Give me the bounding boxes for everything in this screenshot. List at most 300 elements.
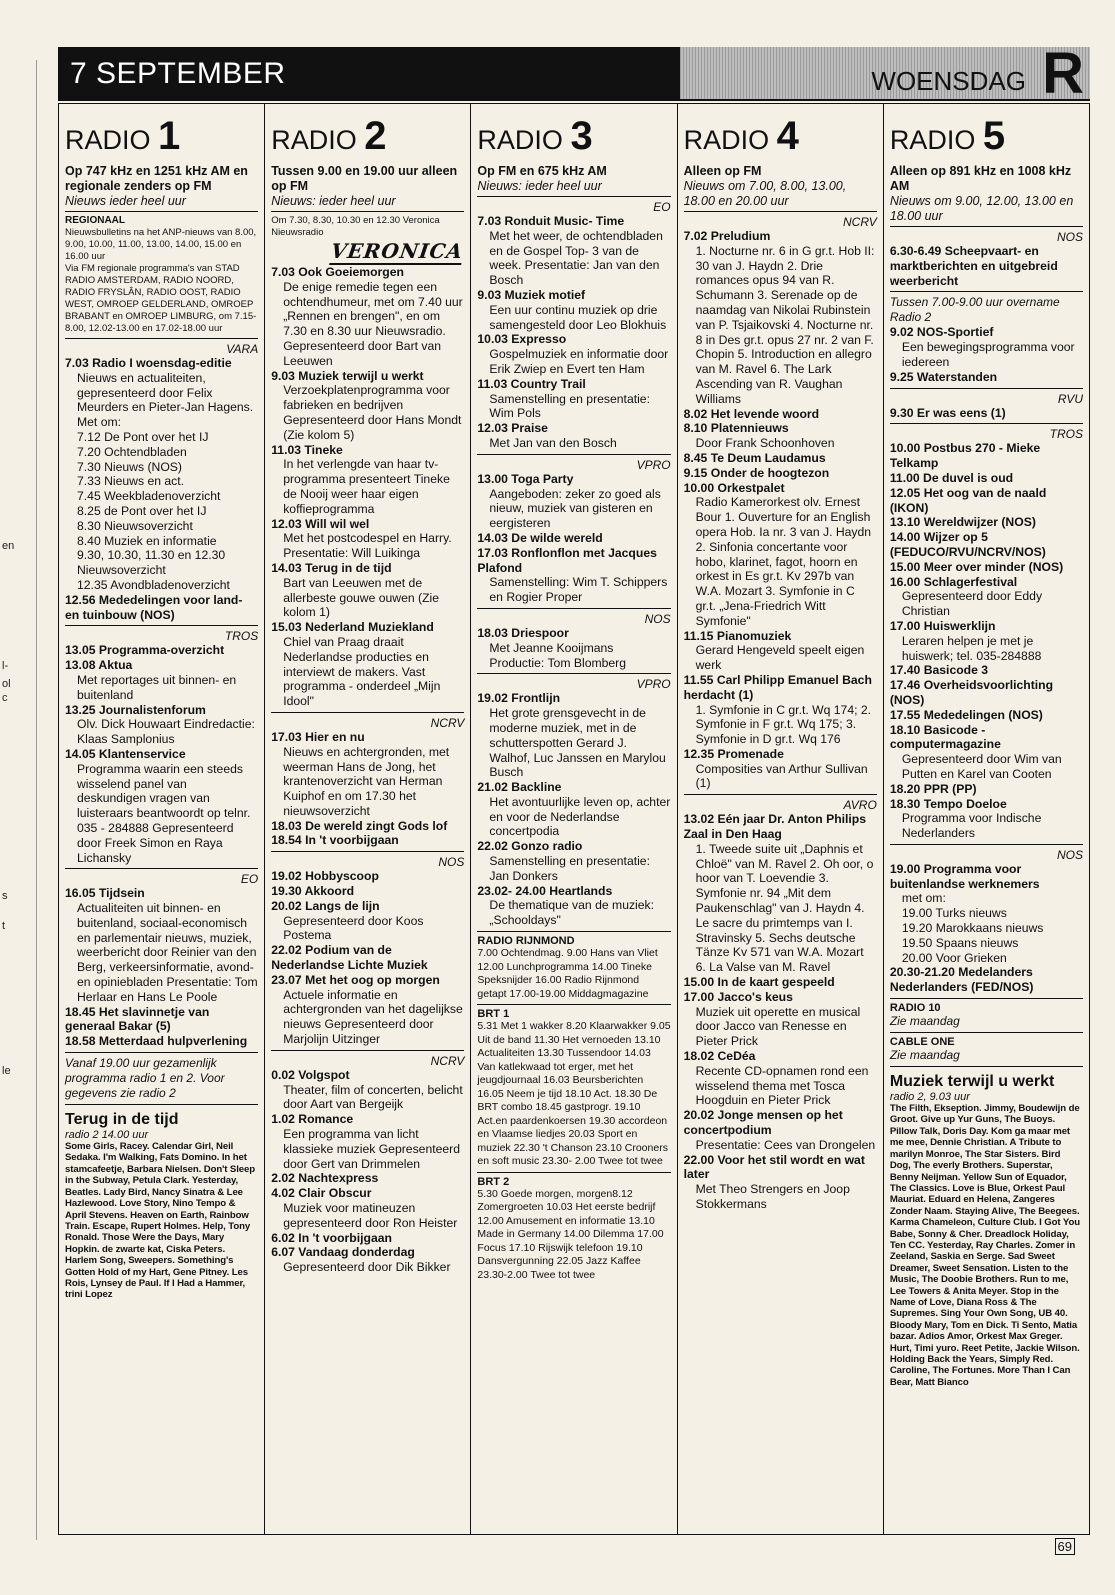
separator: [890, 423, 1083, 424]
left-margin-strip: [0, 60, 37, 1540]
program-entry: [271, 1245, 464, 1275]
program-entry: [684, 673, 877, 747]
program-entry: [65, 593, 258, 623]
program-description: Met Jan van den Bosch: [489, 435, 617, 450]
radio-label: RADIO: [477, 125, 563, 155]
regional-text-2: Via FM regionale programma's van STAD RADIO AMSTERDAM, RADIO NOORD, RADIO FRYSLÂN, RADIO OOST, RADIO WEST, OMROEP GELDERLAND, OMROEP BRABANT en OMROEP LIMBURG, om 7.15-8.00, 12.02-13.00 en 17.02-18.00 uur: [65, 263, 257, 334]
program-entry: [890, 560, 1083, 575]
separator: [477, 1172, 670, 1173]
program-title: 8.02 Het levende woord: [683, 406, 820, 421]
program-entry: [65, 643, 258, 658]
radio-column-5: [884, 104, 1089, 1534]
program-title: 18.58 Metterdaad hulpverlening: [65, 1034, 248, 1049]
program-entry: [684, 1153, 877, 1212]
program-title: 16.00 Schlagerfestival: [889, 574, 1018, 589]
program-title: 17.00 Huiswerklijn: [889, 618, 996, 633]
radio-label: RADIO: [271, 125, 357, 155]
broadcaster-name: NOS: [1057, 847, 1084, 862]
program-description: Door Frank Schoonhoven: [695, 436, 835, 451]
program-title: 7.03 Ook Goeiemorgen: [271, 265, 404, 279]
program-entry: [890, 936, 1083, 951]
program-title: 9.02 NOS-Sportief: [889, 325, 994, 340]
playlist-subtitle: radio 2 14.00 uur: [65, 1129, 149, 1142]
radio-column-1: [59, 104, 265, 1534]
program-title: 18.54 In 't voorbijgaan: [271, 833, 399, 848]
program-entry: [65, 747, 258, 865]
program-description: Verzoekplatenprogramma voor fabrieken en bedrijven Gepresenteerd door Hans Mondt (Zie kolom 5): [283, 383, 462, 442]
program-entry: [65, 489, 258, 504]
program-entry: [65, 474, 258, 489]
program-entry: [271, 517, 464, 561]
program-entry: [890, 441, 1083, 471]
program-title: 19.02 Frontlijn: [477, 691, 561, 706]
frequency-info: Alleen op FM: [683, 164, 762, 178]
program-subitem: 9.30, 10.30, 11.30 en 12.30 Nieuwsoverzicht: [77, 548, 226, 578]
frequency-info: Tussen 9.00 en 19.00 uur alleen op FM: [271, 164, 458, 193]
program-entry: [65, 519, 258, 534]
margin-mark: ol: [2, 678, 11, 690]
program-subitem: 7.30 Nieuws (NOS): [77, 459, 182, 474]
regional-title: REGIONAAL: [65, 215, 125, 226]
program-description: Met het postcodespel en Harry. Presentatie: Will Luikinga: [283, 531, 452, 561]
veronica-logo: VERONICA: [329, 239, 465, 263]
radio-number: 4: [776, 114, 799, 158]
regional-block: [65, 215, 258, 335]
program-description: Samenstelling en presentatie: Jan Donkers: [489, 854, 650, 883]
program-entry: [890, 678, 1083, 708]
news-info: Nieuws: ieder heel uur: [271, 194, 464, 212]
program-title: 1.02 Romance: [271, 1112, 354, 1127]
program-title: 15.00 In de kaart gespeeld: [683, 975, 835, 990]
program-entry: [890, 862, 1083, 906]
program-title: 12.05 Het oog van de naald (IKON): [889, 485, 1047, 515]
program-description: Olv. Dick Houwaart Eindredactie: Klaas Samplonius: [77, 717, 255, 747]
margin-mark: s: [2, 890, 8, 902]
program-entry: [271, 1186, 464, 1230]
program-title: 4.02 Clair Obscur: [271, 1186, 372, 1201]
program-description: Composities van Arthur Sullivan (1): [695, 761, 868, 791]
program-title: 12.35 Promenade: [683, 746, 784, 761]
program-title: 10.00 Postbus 270 - Mieke Telkamp: [889, 441, 1041, 471]
program-entry: [684, 629, 877, 673]
radio-label: RADIO: [65, 125, 151, 155]
header-day-band: [680, 41, 1090, 106]
program-description: Het avontuurlijke leven op, achter en voor de Nederlandse concertpodia: [489, 794, 671, 839]
program-description: Gepresenteerd door Wim van Putten en Karel van Cooten: [901, 752, 1062, 781]
program-entry: [890, 370, 1083, 385]
program-title: 18.02 CeDéa: [683, 1049, 756, 1064]
program-title: 11.00 De duvel is oud: [889, 470, 1014, 485]
program-entry: [271, 833, 464, 848]
regional-text: Nieuwsbulletins na het ANP-nieuws van 8.00, 9.00, 10.00, 11.00, 13.00, 14.00, 15.00 en 16.00 uur: [65, 227, 257, 262]
station-block-text: Zie maandag: [889, 1014, 960, 1029]
program-title: 23.02- 24.00 Heartlands: [477, 883, 613, 898]
separator: [890, 844, 1083, 845]
program-description: Programma voor Indische Nederlanders: [901, 811, 1042, 841]
program-entry: [65, 578, 258, 593]
news-info: Nieuws ieder heel uur: [65, 194, 258, 212]
program-title: 7.02 Preludium: [683, 229, 771, 243]
program-title: 18.45 Het slavinnetje van generaal Bakar (5): [65, 1004, 210, 1034]
program-entry: [684, 407, 877, 422]
program-entry: [65, 430, 258, 445]
broadcaster-name: NOS: [438, 855, 465, 870]
program-description: Met het weer, de ochtendbladen en de Gospel Top- 3 van de week. Presentatie: Jan van den Bosch: [489, 228, 663, 288]
program-entry: [65, 445, 258, 460]
program-title: 9.03 Muziek motief: [477, 287, 586, 302]
frequency-info: Alleen op 891 kHz en 1008 kHz AM: [889, 164, 1072, 193]
program-entry: [477, 332, 670, 376]
program-subitem: 7.20 Ochtendbladen: [77, 444, 187, 459]
station-block-text: 5.30 Goede morgen, morgen8.12 Zomergroeten 10.03 Het eerste bedrijf 12.00 Amusement en informatie 13.10 Made in Germany 14.00 Dilemma 17.00 Focus 17.10 Rijswijk telefoon 19.10 Dansvergunning 22.05 Jazz Kaffee 23.30-2.00 Twee tot twee: [477, 1187, 664, 1281]
program-entry: [684, 812, 877, 975]
program-entry: [271, 1171, 464, 1186]
program-title: 17.03 Ronflonflon met Jacques Plafond: [477, 545, 657, 575]
margin-mark: t: [2, 920, 6, 932]
program-title: 14.05 Klantenservice: [65, 746, 186, 761]
separator: [271, 712, 464, 713]
program-description: Gepresenteerd door Koos Postema: [283, 913, 424, 943]
margin-mark: l-: [2, 660, 9, 672]
playlist-body: Some Girls, Racey. Calendar Girl, Neil Sedaka. I'm Walking, Fats Domino. In het stamcafeetje, Barbara Nielsen. Don't Sleep in the Subway, Petula Clark. Yesterday, Beatles. Lady Bird, Nancy Sinatra & Lee Hazlewood. Love Story, Nino Tempo & April Stevens. Heaven on Earth, Rainbow Train. Escape, Rupert Holmes. Help, Tony Ronald. Those Were the Days, Mary Hopkin. de zwarte kat, Ciska Peters. Harlem Song, Sweepers. Something's Gotten Hold of my Hart, Gene Pitney. Les Rois, Lynsey de Paul. If I Had a Hammer, trini Lopez: [65, 1141, 256, 1301]
column-note: Vanaf 19.00 uur gezamenlijk programma radio 1 en 2. Voor gegevens zie radio 2: [65, 1056, 225, 1101]
separator: [477, 1004, 670, 1005]
program-title: 6.02 In 't voorbijgaan: [271, 1230, 392, 1245]
program-subitem: 8.30 Nieuwsoverzicht: [77, 518, 193, 533]
news-info: Nieuws: ieder heel uur: [477, 179, 670, 197]
station-block-title: BRT 2: [477, 1175, 510, 1188]
program-title: 18.20 PPR (PP): [889, 781, 977, 796]
program-entry: [477, 377, 670, 421]
program-title: 19.02 Hobbyscoop: [271, 869, 379, 884]
program-description: 1. Nocturne nr. 6 in G gr.t. Hob II: 30 van J. Haydn 2. Drie romances opus 94 van R. Schumann 3. Serenade op de naamdag van Nikolai Rubinstein van P. Tsjaikovski 4. Nocturne nr. 8 in Des gr.t. opus 27 nr. 2 van F. Chopin 5. Introduction en allegro van M. Ravel 6. The Lark Ascending van R. Vaughan Williams: [695, 243, 875, 406]
station-block-title: BRT 1: [477, 1008, 510, 1021]
news-info: Nieuws om 7.00, 8.00, 13.00, 18.00 en 20.00 uur: [684, 179, 877, 212]
program-entry: [477, 546, 670, 605]
program-entry: [65, 703, 258, 747]
program-entry: [890, 921, 1083, 936]
program-title: 18.03 Driespoor: [477, 625, 569, 640]
program-entry: [271, 869, 464, 884]
program-title: 20.02 Jonge mensen op het concertpodium: [683, 1108, 843, 1138]
program-title: 9.30 Er was eens (1): [889, 405, 1006, 420]
margin-mark: en: [2, 540, 15, 552]
radio-number: 3: [570, 114, 593, 158]
broadcaster-name: RVU: [1057, 391, 1084, 406]
program-entry: [65, 1034, 258, 1049]
program-entry: [890, 663, 1083, 678]
program-entry: [684, 421, 877, 451]
program-description: Muziek voor matineuzen gepresenteerd door Ron Heister: [283, 1201, 458, 1230]
separator: [65, 338, 258, 339]
program-description: In het verlengde van haar tv-programma presenteert Tineke de Nooij weer haar eigen koffieprogramma: [283, 457, 450, 516]
program-title: 9.03 Muziek terwijl u werkt: [271, 368, 424, 383]
program-entry: [890, 486, 1083, 516]
program-entry: [65, 504, 258, 519]
program-subitem: 19.00 Turks nieuws: [901, 906, 1007, 921]
frequency-info: Op FM en 675 kHz AM: [477, 164, 607, 178]
program-entry: [271, 369, 464, 443]
page-header: [58, 41, 1090, 106]
program-description: Het grote grensgevecht in de moderne muziek, met in de schutterspotten Gerard J. Walhof, Luc Janssen en Marylou Busch: [489, 706, 666, 780]
program-title: 15.03 Nederland Muziekland: [271, 620, 434, 635]
program-title: 10.03 Expresso: [477, 332, 567, 347]
program-entry: [271, 899, 464, 943]
program-title: 12.03 Praise: [477, 421, 548, 436]
program-entry: [684, 466, 877, 481]
program-title: 18.30 Tempo Doeloe: [889, 796, 1007, 811]
program-title: 14.00 Wijzer op 5 (FEDUCO/RVU/NCRV/NOS): [889, 530, 1046, 559]
broadcaster-name: NOS: [644, 611, 671, 626]
program-entry: [271, 265, 464, 369]
separator: [271, 1050, 464, 1051]
frequency-info: Op 747 kHz en 1251 kHz AM en regionale zenders op FM: [65, 164, 248, 193]
program-title: 22.02 Podium van de Nederlandse Lichte Muziek: [271, 943, 428, 973]
station-block-text: Zie maandag: [889, 1048, 960, 1063]
station-block-title: CABLE ONE: [889, 1036, 955, 1049]
station-block-title: RADIO 10: [889, 1002, 941, 1015]
margin-mark: c: [2, 692, 8, 704]
program-entry: [890, 325, 1083, 369]
program-description: Gepresenteerd door Dik Bikker: [283, 1260, 451, 1275]
program-entry: [65, 548, 258, 578]
program-subitem: 8.40 Muziek en informatie: [77, 533, 217, 548]
radio-number: 5: [982, 114, 1006, 158]
program-subitem: 19.20 Marokkaans nieuws: [901, 921, 1044, 936]
program-title: 13.10 Wereldwijzer (NOS): [889, 515, 1036, 530]
broadcaster-name: NCRV: [430, 1053, 465, 1068]
program-title: 14.03 Terug in de tijd: [271, 560, 392, 575]
program-description: De thematique van de muziek: „Schooldays": [489, 898, 655, 928]
program-subitem: 8.25 de Pont over het IJ: [77, 503, 207, 518]
program-description: Presentatie: Cees van Drongelen: [695, 1137, 876, 1152]
program-title: 17.40 Basicode 3: [889, 663, 989, 678]
broadcaster-name: EO: [240, 872, 259, 887]
radio-number: 2: [364, 114, 387, 158]
playlist-title: Muziek terwijl u werkt: [889, 1073, 1055, 1091]
program-title: 20.30-21.20 Medelanders Nederlanders (FED/NOS): [889, 965, 1034, 995]
program-entry: [477, 531, 670, 546]
program-entry: [890, 797, 1083, 841]
program-title: 17.03 Hier en nu: [271, 729, 365, 744]
separator: [477, 673, 670, 674]
program-entry: [271, 730, 464, 819]
program-description: Leraren helpen je met je huiswerk; tel. 035-284888: [901, 633, 1042, 663]
page-number: 69: [1055, 1538, 1075, 1555]
program-entry: [684, 990, 877, 1049]
program-description: 1. Symfonie in C gr.t. Wq 174; 2. Symfonie in F gr.t. Wq 175; 3. Symfonie in D gr.t. Wq 176: [695, 702, 872, 747]
program-title: 11.03 Country Trail: [477, 376, 586, 391]
radio-column-3: [471, 104, 677, 1534]
program-entry: [477, 472, 670, 531]
program-entry: [271, 620, 464, 709]
broadcaster-name: AVRO: [843, 798, 877, 813]
program-title: 20.02 Langs de lijn: [271, 898, 380, 913]
margin-mark: le: [2, 1065, 11, 1077]
program-title: 11.03 Tineke: [271, 442, 343, 457]
program-description: Nieuws en achtergronden, met weerman Hans de Jong, het krantenoverzicht van Herman Kuiphof en om 17.30 het nieuwsoverzicht: [283, 744, 450, 818]
column-heading: [65, 114, 258, 158]
program-description: Met Theo Strengers en Joop Stokkermans: [695, 1182, 850, 1211]
program-entry: [65, 658, 258, 702]
program-subitem: 19.50 Spaans nieuws: [901, 935, 1019, 950]
playlist-body: The Filth, Ekseption. Jimmy, Boudewijn de Groot. Give up Yur Guns, The Buoys. Pillow Talk, Doris Day. Kom ga maar met me mee, Dennie Christian. A Tribute to marilyn Monroe, The Star Sisters. Bird Dog, The everly Brothers. Superstar, Benny Neijman. Yellow Sun of Equador, The Classics. Love is Blue, Orkest Paul Mauriat. Eduard en Helena, Zangeres Zonder Naam. Staying Alive, The Beegees. Karma Chameleon, Culture Club. I Got You Babe, Sonny & Cher. Dreadlock Holiday, Ten CC. Yesterday, Ray Charles. Zomer in Zeeland, Saskia en Serge. Sad Sweet Dreamer, Sweet Sensation. Listen to the Music, The Doobie Brothers. Run to me, Lee Towers & Anita Meyer. Stop in the Name of Love, Diana Ross & The Supremes. Sing Your Own Song, UB 40. Bloody Mary, Tom en Dick. Ti Sento, Matia bazar. Adios Amor, Orkest Max Greger. Hurt, Timi yuro. Reet Petite, Jackie Wilson. Holding Back the Years, Simply Red. Caroline, The Fortunes. More Than I Can Bear, Matt Bianco: [889, 1103, 1081, 1388]
program-description: Met reportages uit binnen- en buitenland: [77, 672, 237, 702]
program-entry: [890, 723, 1083, 782]
broadcaster-name: TROS: [224, 629, 259, 644]
program-title: 12.03 Will wil wel: [271, 516, 370, 531]
program-entry: [890, 244, 1083, 288]
program-description: Actualiteiten uit binnen- en buitenland, sociaal-economisch en parlementair nieuws, muziek, weerbericht door Reinier van den Berg, verkeersinformatie, avond- en opiniebladen Presentatie: Tom Herlaar en Hans Le Poole: [77, 901, 258, 1004]
program-title: 11.15 Pianomuziek: [683, 628, 792, 643]
program-title: 0.02 Volgspot: [271, 1067, 350, 1082]
column-heading: [684, 114, 877, 158]
column-heading: [477, 114, 670, 158]
program-entry: [890, 406, 1083, 421]
radio-column-4: [678, 104, 884, 1534]
program-entry: [271, 819, 464, 834]
radio-number: 1: [158, 114, 181, 158]
program-entry: [271, 1068, 464, 1112]
program-subitem: 7.12 De Pont over het IJ: [77, 429, 209, 444]
program-entry: [477, 626, 670, 670]
separator: [65, 868, 258, 869]
program-entry: [477, 884, 670, 928]
broadcaster-name: NCRV: [843, 215, 877, 229]
program-entry: [890, 530, 1083, 560]
column-heading: [271, 114, 464, 158]
separator: [477, 931, 670, 932]
program-description: Chiel van Praag draait Nederlandse producties en interviewt de makers. Vast programma - onderdeel „Mijn Idool": [283, 634, 441, 709]
program-title: 17.46 Overheidsvoorlichting (NOS): [889, 678, 1054, 707]
program-entry: [271, 1112, 464, 1171]
program-subitem: 7.33 Nieuws en act.: [77, 474, 185, 489]
separator: [477, 608, 670, 609]
broadcaster-name: NCRV: [430, 715, 465, 730]
separator: [684, 794, 877, 795]
program-entry: [477, 839, 670, 883]
program-entry: [890, 575, 1083, 619]
program-entry: [65, 356, 258, 430]
program-description: Met Jeanne Kooijmans Productie: Tom Blomberg: [489, 640, 627, 670]
playlist-subtitle: radio 2, 9.03 uur: [889, 1091, 970, 1104]
program-title: 7.03 Radio I woensdag-editie: [65, 356, 232, 370]
program-description: met om:: [901, 891, 946, 906]
program-entry: [890, 708, 1083, 723]
broadcaster-name: NOS: [1057, 230, 1084, 244]
program-title: 6.30-6.49 Scheepvaart- en marktberichten en uitgebreid weerbericht: [889, 244, 1058, 288]
program-title: 13.05 Programma-overzicht: [65, 643, 225, 658]
separator: [271, 851, 464, 852]
program-title: 13.00 Toga Party: [477, 471, 574, 486]
program-entry: [477, 780, 670, 839]
program-description: Samenstelling: Wim T. Schippers en Rogier Proper: [489, 575, 668, 605]
radio-label: RADIO: [889, 125, 976, 155]
program-description: Theater, film of concerten, belicht door Aart van Bergeijk: [283, 1082, 463, 1112]
station-block-text: 5.31 Met 1 wakker 8.20 Klaarwakker 9.05 Uit de band 11.30 Het vernoeden 13.10 Actualiteiten 13.30 Tussendoor 14.03 Van katlekwaad tot erger, met het jeugdjournaal 16.03 Beursberichten 16.05 Neem je tijd 18.10 Act. 18.30 De BRT combo 18.45 gastprogr. 19.10 Act.en paardenkoersen 19.30 accordeon en Vlaamse liedjes 20.03 Sport en muziek 22.30 't Chanson 23.10 Crooners en soft music 23.30- 2.00 Twee tot twee: [477, 1020, 671, 1168]
separator: [890, 291, 1083, 292]
program-description: Gepresenteerd door Eddy Christian: [901, 589, 1043, 619]
program-entry: [890, 965, 1083, 995]
program-entry: [477, 421, 670, 451]
program-description: Actuele informatie en achtergronden van het dagelijkse nieuws Gepresenteerd door Marjolijn Uitzinger: [283, 987, 463, 1047]
program-entry: [65, 886, 258, 1004]
program-entry: [684, 229, 877, 407]
program-title: 11.55 Carl Philipp Emanuel Bach herdacht (1): [683, 672, 872, 702]
radio-columns: [58, 103, 1090, 1535]
program-entry: [271, 443, 464, 517]
program-description: Aangeboden: zeker zo goed als nieuw, muziek van gisteren en eergisteren: [489, 486, 661, 531]
program-title: 8.45 Te Deum Laudamus: [683, 450, 826, 465]
program-description: 1. Tweede suite uit „Daphnis et Chloë" van M. Ravel 2. Oh oor, o hoor van T. Loevendie 3. Symfonie nr. 94 „Mit dem Paukenschlag" van J. Haydn 4. Le sacre du primtemps van I. Stravinsky 5. Sechs deutsche Tänze Kv 571 van W.A. Mozart 6. La Valse van M. Ravel: [695, 841, 874, 975]
separator: [890, 1032, 1083, 1033]
radio-label: RADIO: [683, 125, 770, 155]
program-title: 13.08 Aktua: [65, 658, 133, 673]
separator: [477, 454, 670, 455]
program-entry: [684, 1049, 877, 1108]
program-entry: [890, 515, 1083, 530]
program-subitem: 7.45 Weekbladenoverzicht: [77, 489, 221, 504]
program-title: 7.03 Ronduit Music- Time: [477, 214, 625, 228]
program-entry: [271, 884, 464, 899]
program-title: 23.07 Met het oog op morgen: [271, 972, 440, 987]
playlist-title: Terug in de tijd: [65, 1111, 179, 1129]
program-description: Programma waarin een steeds wisselend panel van deskundigen vragen van luisteraars beantwoordt op telnr. 035 - 284888 Gepresenteerd door Freek Simon en Raya Lichansky: [77, 761, 251, 865]
section-letter: R: [1042, 41, 1084, 106]
radio-column-2: [265, 104, 471, 1534]
broadcaster-name: EO: [653, 200, 671, 214]
program-description: Een bewegingsprogramma voor iedereen: [901, 340, 1075, 369]
program-description: Bart van Leeuwen met de allerbeste gouwe ouwen (Zie kolom 1): [283, 575, 440, 620]
program-description: Gerard Hengeveld speelt eigen werk: [695, 643, 865, 673]
program-entry: [890, 782, 1083, 797]
program-title: 8.10 Platennieuws: [683, 421, 789, 436]
program-subitem: 12.35 Avondbladenoverzicht: [77, 577, 230, 592]
program-entry: [684, 975, 877, 990]
program-entry: [271, 973, 464, 1047]
program-entry: [477, 288, 670, 332]
station-block-text: 7.00 Ochtendmag. 9.00 Hans van Vliet 12.00 Lunchprogramma 14.00 Tineke Speksnijder 16.00 Radio Rijnmond getapt 17.00-19.00 Middagmagazine: [477, 947, 658, 1000]
program-description: Samenstelling en presentatie: Wim Pols: [489, 391, 650, 421]
program-entry: [271, 1231, 464, 1246]
program-title: 18.03 De wereld zingt Gods lof: [271, 818, 448, 833]
header-day: WOENSDAG: [871, 66, 1026, 96]
program-description: Recente CD-opnamen rond een wisselend thema met Tosca Hoogduin en Pieter Prick: [695, 1063, 869, 1108]
program-description: De enige remedie tegen een ochtendhumeur, met om 7.40 uur „Rennen en brengen", en om 7.30 en 8.30 uur Nieuwsradio. Gepresenteerd door Bart van Leeuwen: [283, 279, 463, 368]
program-title: 22.02 Gonzo radio: [477, 839, 583, 854]
header-date: 7 SEPTEMBER: [58, 47, 680, 101]
program-entry: [890, 951, 1083, 966]
program-description: Een programma van licht klassieke muziek Gepresenteerd door Gert van Drimmelen: [283, 1127, 461, 1171]
program-title: 19.00 Programma voor buitenlandse werknemers: [889, 861, 1040, 891]
program-title: 15.00 Meer over minder (NOS): [889, 559, 1064, 574]
program-title: 9.15 Onder de hoogtezon: [683, 465, 830, 480]
program-description: Radio Kamerorkest olv. Ernest Bour 1. Ouverture for an English opera Hob. Ia nr. 3 van J. Haydn 2. Sinfonia concertante voor hobo, klarinet, fagot, hoorn en orkest in Es gr.t. Kv 297b van W.A. Mozart 3. Symfonie in C gr.t. „Jena-Friedrich Witt Symfonie": [695, 495, 872, 628]
program-entry: [684, 451, 877, 466]
separator: [890, 388, 1083, 389]
veronica-news-info: Om 7.30, 8.30, 10.30 en 12.30 Veronica Nieuwsradio: [271, 215, 440, 238]
program-description: Een uur continu muziek op drie samengesteld door Leo Blokhuis: [489, 302, 667, 332]
separator: [890, 1066, 1083, 1067]
program-title: 17.55 Mededelingen (NOS): [889, 707, 1043, 722]
schedule-note: Tussen 7.00-9.00 uur overname Radio 2: [889, 295, 1060, 325]
program-entry: [890, 906, 1083, 921]
program-description: Muziek uit operette en musical door Jacco van Renesse en Pieter Prick: [695, 1004, 861, 1049]
program-subitem: 20.00 Voor Grieken: [901, 950, 1007, 965]
program-title: 12.56 Mededelingen voor land- en tuinbouw (NOS): [65, 592, 243, 622]
separator: [65, 1104, 258, 1105]
program-entry: [684, 481, 877, 629]
